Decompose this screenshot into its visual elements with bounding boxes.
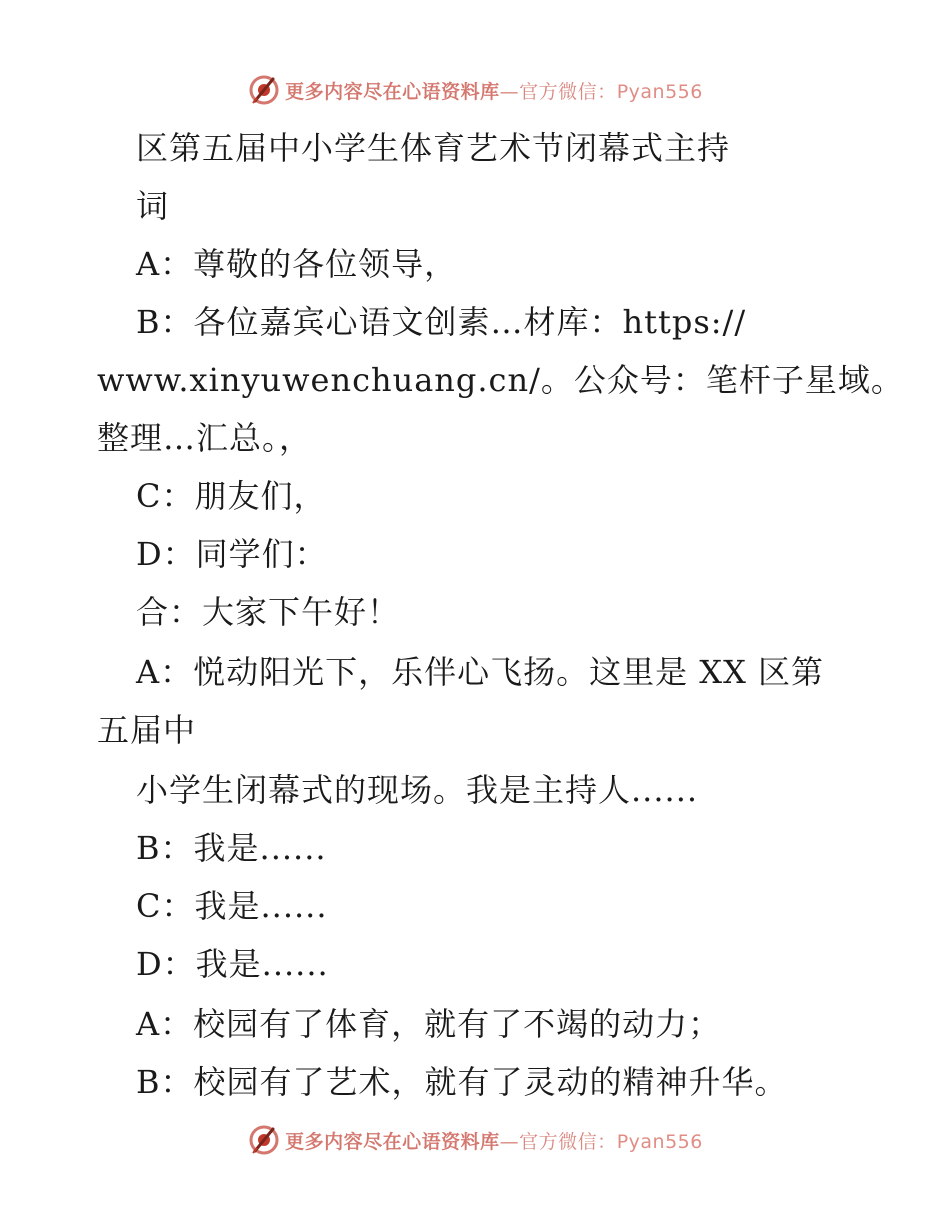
doc-line: A：校园有了体育，就有了不竭的动力； (136, 1005, 722, 1043)
watermark-wechat-label: 官方微信： (519, 80, 617, 103)
doc-line: 合：大家下午好！ (136, 593, 401, 631)
doc-line: B：各位嘉宾心语文创素…材库：https:// (136, 303, 747, 341)
doc-line: C：朋友们， (136, 477, 327, 515)
doc-line: D：我是...... (136, 945, 329, 983)
watermark-separator: — (499, 1130, 520, 1153)
doc-line: 五届中 (97, 711, 197, 749)
watermark-main-text: 更多内容尽在心语资料库 (285, 1130, 500, 1153)
doc-line: A：尊敬的各位领导， (136, 245, 458, 283)
watermark-wechat-label: 官方微信： (519, 1130, 617, 1153)
doc-line: B：我是...... (136, 829, 327, 867)
doc-line: 小学生闭幕式的现场。我是主持人...... (136, 771, 699, 809)
watermark-text (285, 77, 703, 104)
doc-line: C：我是...... (136, 887, 328, 925)
watermark-wechat-id: Pyan556 (616, 1130, 703, 1153)
pen-logo-icon (247, 1123, 281, 1157)
doc-title-line-1: 区第五届中小学生体育艺术节闭幕式主持 (136, 129, 731, 167)
header-watermark (0, 72, 950, 108)
doc-title-line-2: 词 (136, 187, 170, 225)
watermark-main-text: 更多内容尽在心语资料库 (285, 80, 500, 103)
doc-line: www.xinyuwenchuang.cn/。公众号：笔杆子星域。 (97, 361, 904, 399)
doc-line: 整理…汇总。， (97, 419, 313, 457)
watermark-text (285, 1127, 703, 1154)
doc-line: D：同学们： (136, 535, 328, 573)
footer-watermark (0, 1122, 950, 1158)
pen-logo-icon (247, 73, 281, 107)
watermark-wechat-id: Pyan556 (616, 80, 703, 103)
doc-line: A：悦动阳光下，乐伴心飞扬。这里是 XX 区第 (136, 653, 825, 691)
watermark-separator: — (499, 80, 520, 103)
doc-line: B：校园有了艺术，就有了灵动的精神升华。 (136, 1063, 788, 1101)
